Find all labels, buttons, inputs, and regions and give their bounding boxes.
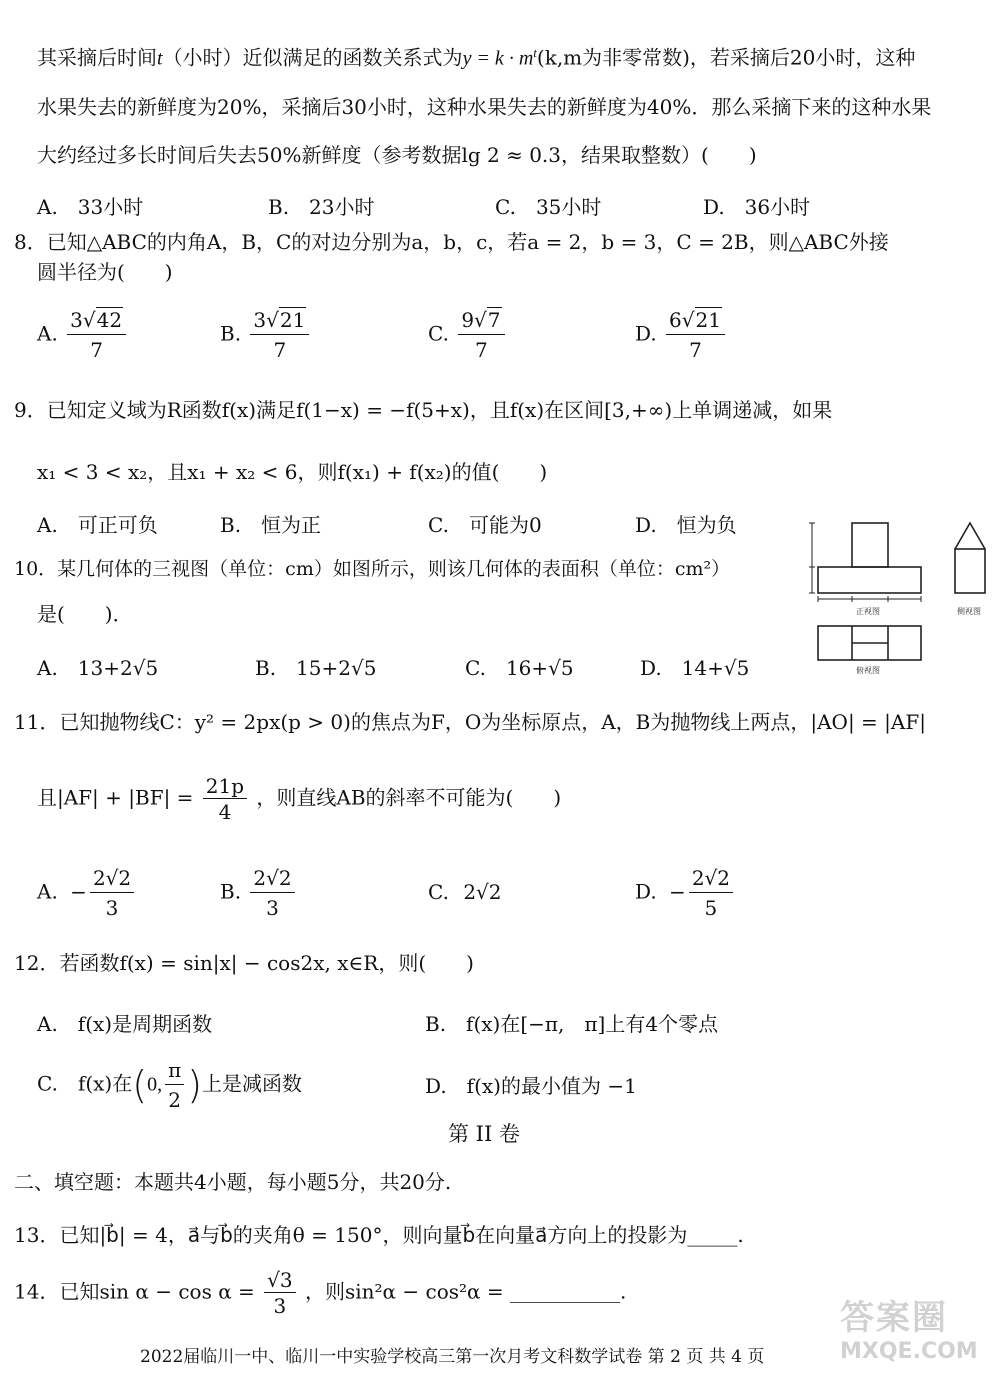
front-view	[809, 523, 921, 602]
q14-line: 14．已知sin α − cos α = $\frac{√3}{3}$ ，则sin²α − cos²α = ___________.	[14, 1268, 627, 1318]
q9-line-2: x₁ < 3 < x₂，且x₁ + x₂ < 6，则f(x₁) + f(x₂)的值( )	[37, 460, 548, 484]
top-view	[818, 626, 921, 660]
q7-option-c: C. 35小时	[495, 195, 602, 219]
three-view-figure	[800, 515, 995, 680]
q10-line-2: 是( )．	[37, 602, 133, 626]
watermark-top-text: 答案圈	[840, 1298, 948, 1338]
q7-option-b: B. 23小时	[268, 195, 375, 219]
front-view-label: 正视图	[856, 607, 880, 616]
q8-option-a: A. $\frac{3√42}{7}$	[37, 308, 129, 362]
q9-option-b: B. 恒为正	[220, 513, 322, 537]
q12-option-a: A. f(x)是周期函数	[37, 1012, 213, 1036]
q12-option-b: B. f(x)在[−π, π]上有4个零点	[425, 1012, 719, 1036]
side-view	[955, 523, 985, 593]
q8-line-2: 圆半径为( )	[37, 260, 173, 284]
q11-option-d: D. − $\frac{2√2}{5}$	[635, 866, 736, 920]
watermark-bottom-text: MXQE.COM	[840, 1339, 978, 1364]
q9-line-1: 9．已知定义域为R函数f(x)满足f(1−x) = −f(5+x)，且f(x)在区间[3,+∞)上单调递减，如果	[14, 398, 833, 422]
watermark-logo	[840, 1290, 990, 1370]
q7-option-a: A. 33小时	[37, 195, 144, 219]
q10-option-b: B. 15+2√5	[255, 656, 377, 680]
q11-option-a: A. − $\frac{2√2}{3}$	[37, 866, 137, 920]
section-2-title: 第 II 卷	[448, 1122, 520, 1146]
q11-option-c: C. 2√2	[428, 880, 502, 904]
q9-option-a: A. 可正可负	[37, 513, 158, 537]
q8-option-c: C. $\frac{9√7}{7}$	[428, 308, 508, 362]
q7-option-d: D. 36小时	[703, 195, 811, 219]
q8-line-1: 8．已知△ABC的内角A，B，C的对边分别为a，b，c，若a = 2，b = 3，C = 2B，则△ABC外接	[14, 230, 889, 254]
q7-line-2: 水果失去的新鲜度为20%，采摘后30小时，这种水果失去的新鲜度为40%．那么采摘下来的这种水果	[37, 95, 932, 119]
q8-option-d: D. $\frac{6√21}{7}$	[635, 308, 728, 362]
q12-option-c: C. f(x)在(0, $\frac{\pi}{2}$ )上是减函数	[37, 1058, 303, 1112]
q13-line: 13．已知|b⃗| = 4，a⃗与b⃗的夹角θ = 150°，则向量b⃗在向量a⃗方向上的投影为_____.	[14, 1223, 744, 1247]
top-view-label: 俯视图	[856, 666, 880, 675]
q12-option-d: D. f(x)的最小值为 −1	[425, 1074, 637, 1098]
q9-option-c: C. 可能为0	[428, 513, 542, 537]
side-view-label: 侧视图	[957, 607, 981, 616]
q12-line-1: 12．若函数f(x) = sin|x| − cos2x, x∈R，则( )	[14, 951, 474, 975]
q11-line-1: 11．已知抛物线C：y² = 2px(p > 0)的焦点为F，O为坐标原点，A，B为抛物线上两点，|AO| = |AF|	[14, 710, 926, 734]
q9-option-d: D. 恒为负	[635, 513, 737, 537]
q10-line-1: 10．某几何体的三视图（单位：cm）如图所示，则该几何体的表面积（单位：cm²）	[14, 558, 731, 580]
q7-line-3: 大约经过多长时间后失去50%新鲜度（参考数据lg 2 ≈ 0.3，结果取整数）( )	[37, 143, 757, 167]
q10-option-a: A. 13+2√5	[37, 656, 159, 680]
q10-option-c: C. 16+√5	[465, 656, 574, 680]
section-2-intro: 二、填空题：本题共4小题，每小题5分，共20分.	[14, 1170, 452, 1194]
q11-option-b: B. $\frac{2√2}{3}$	[220, 866, 298, 920]
q7-line-1: 其采摘后时间t（小时）近似满足的函数关系式为$y = k \cdot m^t(k,m$为非零常数)，若采摘后20小时，这种	[37, 45, 916, 70]
q8-option-b: B. $\frac{3√21}{7}$	[220, 308, 312, 362]
q10-option-d: D. 14+√5	[640, 656, 750, 680]
q11-line-2: 且|AF| + |BF| = $\frac{21p}{4}$ ，则直线AB的斜率不可能为( )	[37, 774, 562, 824]
page-footer: 2022届临川一中、临川一中实验学校高三第一次月考文科数学试卷 第 2 页 共 4 页	[140, 1347, 765, 1367]
